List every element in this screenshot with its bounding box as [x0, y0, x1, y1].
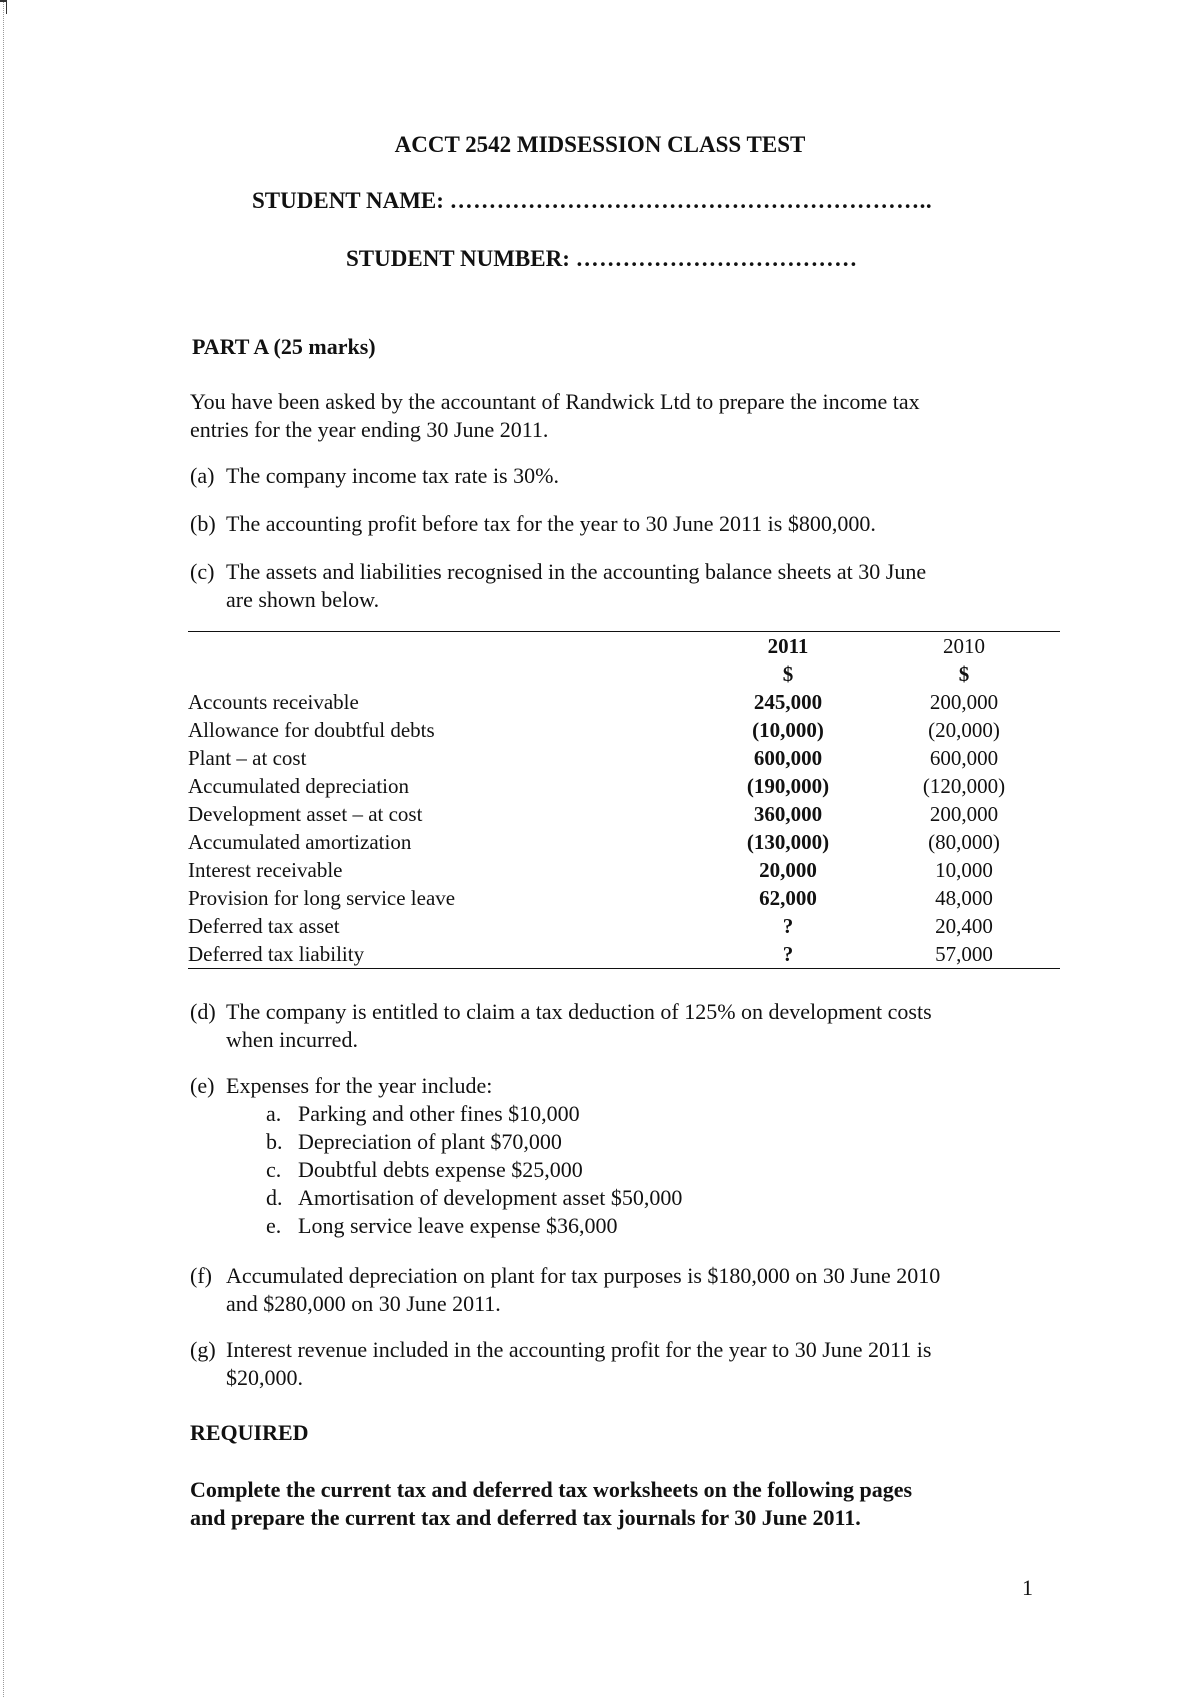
list-marker: a. [266, 1101, 282, 1126]
list-marker: e. [266, 1213, 282, 1238]
table-row [188, 744, 1060, 772]
item-label: (e) [190, 1073, 215, 1098]
item-label: (d) [190, 999, 216, 1024]
table-row [188, 912, 1060, 940]
table-row [188, 688, 1060, 716]
item-text: and $280,000 on 30 June 2011. [226, 1291, 501, 1316]
value-2010: 57,000 [935, 942, 993, 966]
item-label: (b) [190, 511, 216, 536]
instruction-line: Complete the current tax and deferred tax worksheets on the following pages [190, 1477, 913, 1502]
item-text: Accumulated depreciation on plant for tax purposes is $180,000 on 30 June 2010 [226, 1263, 941, 1288]
list-text: Depreciation of plant $70,000 [298, 1129, 562, 1154]
intro-line: You have been asked by the accountant of Randwick Ltd to prepare the income tax [190, 389, 920, 414]
list-item [266, 1184, 682, 1212]
list-item [266, 1100, 682, 1128]
part-a-heading: PART A (25 marks) [192, 334, 376, 359]
scan-margin-rule [3, 0, 4, 1697]
row-label: Deferred tax asset [188, 914, 340, 938]
intro-line: entries for the year ending 30 June 2011. [190, 417, 549, 442]
list-item [266, 1212, 682, 1240]
page-number: 1 [1022, 1575, 1033, 1600]
value-2011: ? [782, 914, 794, 938]
student-name-field [252, 188, 932, 214]
table-bottom-rule [188, 968, 1060, 969]
table-row [188, 940, 1060, 968]
item-label: (g) [190, 1337, 216, 1362]
list-marker: c. [266, 1157, 282, 1182]
value-2010: 600,000 [929, 746, 999, 770]
value-2011: (190,000) [746, 774, 830, 798]
list-item [266, 1156, 682, 1184]
list-text: Parking and other fines $10,000 [298, 1101, 580, 1126]
item-text: are shown below. [226, 587, 380, 612]
column-header-2010: 2010 [943, 634, 985, 658]
row-label: Provision for long service leave [188, 886, 456, 910]
item-f [190, 1262, 940, 1318]
item-a [190, 462, 559, 490]
table-currency-row [188, 660, 1060, 688]
intro-paragraph [190, 388, 1090, 444]
list-text: Doubtful debts expense $25,000 [298, 1157, 583, 1182]
value-2010: 10,000 [935, 858, 993, 882]
table-row [188, 772, 1060, 800]
student-number-field [346, 246, 858, 272]
item-label: (a) [190, 463, 215, 488]
row-label: Development asset – at cost [188, 802, 423, 826]
value-2011: 62,000 [759, 886, 817, 910]
item-label: (c) [190, 559, 215, 584]
value-2010: 200,000 [929, 802, 999, 826]
item-d [190, 998, 932, 1054]
value-2011: 245,000 [753, 690, 823, 714]
item-text: Interest revenue included in the accounting profit for the year to 30 June 2011 is [226, 1337, 932, 1362]
currency-2010: $ [958, 662, 970, 686]
row-label: Interest receivable [188, 858, 343, 882]
value-2011: (10,000) [752, 718, 824, 742]
table-row [188, 884, 1060, 912]
table-row [188, 800, 1060, 828]
page-title: ACCT 2542 MIDSESSION CLASS TEST [394, 132, 806, 157]
value-2011: 600,000 [753, 746, 823, 770]
row-label: Allowance for doubtful debts [188, 718, 435, 742]
value-2010: (80,000) [928, 830, 1000, 854]
list-marker: d. [266, 1185, 283, 1210]
value-2011: 20,000 [759, 858, 817, 882]
row-label: Accumulated amortization [188, 830, 412, 854]
value-2010: 20,400 [935, 914, 993, 938]
table-row [188, 828, 1060, 856]
list-marker: b. [266, 1129, 283, 1154]
expenses-list [266, 1100, 682, 1240]
item-text: The accounting profit before tax for the year to 30 June 2011 is $800,000. [226, 511, 876, 536]
item-e [190, 1072, 492, 1100]
item-text: The company is entitled to claim a tax deduction of 125% on development costs [226, 999, 932, 1024]
column-header-2011: 2011 [767, 634, 809, 658]
student-name-label: STUDENT NAME: [252, 188, 444, 213]
item-g [190, 1336, 931, 1392]
list-text: Amortisation of development asset $50,000 [298, 1185, 683, 1210]
balance-sheet-table [188, 631, 1060, 969]
student-number-label: STUDENT NUMBER: [346, 246, 570, 271]
table-row [188, 856, 1060, 884]
item-b [190, 510, 876, 538]
required-heading: REQUIRED [190, 1420, 309, 1445]
table-row [188, 716, 1060, 744]
item-text: The assets and liabilities recognised in the accounting balance sheets at 30 June [226, 559, 927, 584]
list-text: Long service leave expense $36,000 [298, 1213, 618, 1238]
value-2011: ? [782, 942, 794, 966]
student-name-blank[interactable]: …………………………………………………….. [449, 188, 933, 213]
currency-2011: $ [782, 662, 794, 686]
item-text: The company income tax rate is 30%. [226, 463, 559, 488]
value-2010: 200,000 [929, 690, 999, 714]
row-label: Deferred tax liability [188, 942, 365, 966]
value-2011: 360,000 [753, 802, 823, 826]
required-instructions [190, 1476, 1090, 1532]
item-text: Expenses for the year include: [226, 1073, 493, 1098]
value-2010: 48,000 [935, 886, 993, 910]
table-header-row [188, 632, 1060, 660]
row-label: Accumulated depreciation [188, 774, 409, 798]
row-label: Plant – at cost [188, 746, 307, 770]
item-text: when incurred. [226, 1027, 358, 1052]
instruction-line: and prepare the current tax and deferred tax journals for 30 June 2011. [190, 1505, 861, 1530]
row-label: Accounts receivable [188, 690, 359, 714]
value-2011: (130,000) [746, 830, 830, 854]
value-2010: (120,000) [922, 774, 1006, 798]
value-2010: (20,000) [928, 718, 1000, 742]
scan-corner-mark [0, 0, 7, 14]
item-text: $20,000. [226, 1365, 303, 1390]
list-item [266, 1128, 682, 1156]
item-label: (f) [190, 1263, 212, 1288]
item-c [190, 558, 926, 614]
student-number-blank[interactable]: ……………………………… [575, 246, 858, 271]
